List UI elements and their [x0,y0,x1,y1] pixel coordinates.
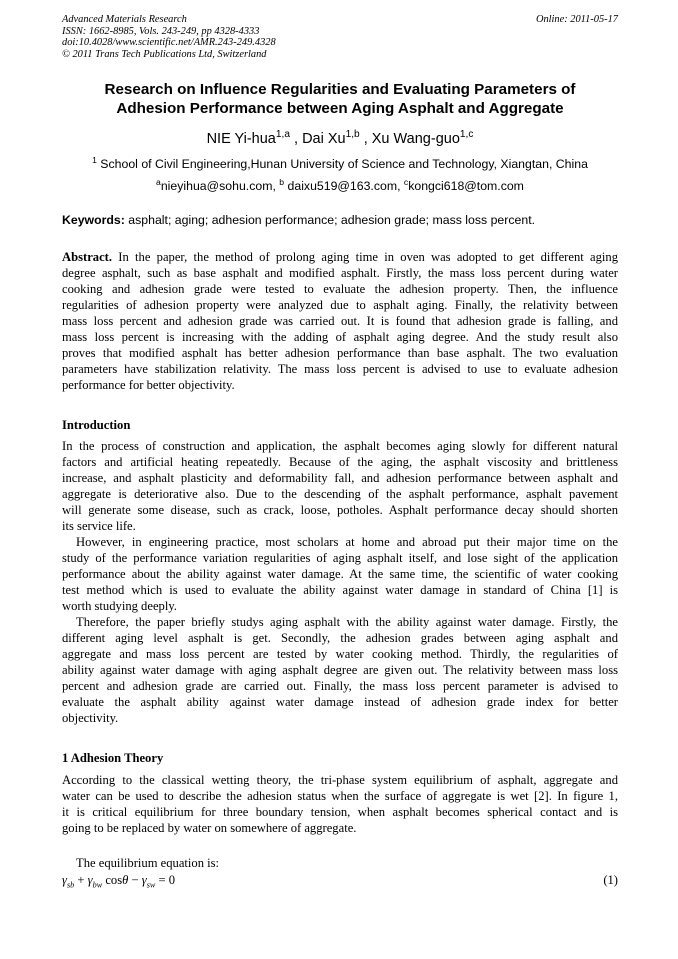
email-c-marker: c [403,176,409,187]
intro-line: study of the performance variation regularities of aging asphalt itself, and lose sight of the application [62,551,618,565]
equation-1 [62,872,618,890]
paper-title [62,80,618,118]
introduction-body [62,438,618,726]
abstract-line: cooking and adhesion grade were tested to evaluate the adhesion property. Then, the influence [62,282,618,296]
email-c: kongci618@tom.com [408,179,524,193]
equation-number: (1) [603,873,618,887]
doi-line: doi:10.4028/www.scientific.net/AMR.243-249.4328 [62,37,276,49]
intro-line: aggregate and mass loss percent are tested by water cooking method. Thirdly, the regularities of [62,647,618,661]
section-1-heading: 1 Adhesion Theory [62,751,164,765]
introduction-heading: Introduction [62,418,131,432]
section-1-line: water can be used to describe the adhesion status when the surface of aggregate is wet [2]. In figure 1, [62,789,618,803]
journal-name: Advanced Materials Research [62,14,187,25]
affiliation [62,154,618,172]
author-emails [62,176,618,194]
email-b-marker: b [279,176,285,187]
section-1-line: going to be replaced by water on somewhere of aggregate. [62,821,357,835]
intro-line: different aging level asphalt is get. Secondly, the adhesion grades between aging asphalt and [62,631,618,645]
equation-expression: $\gamma_{sb} + \gamma_{bw}$ $\cos\theta - \gamma_{sw} = 0$ [62,873,176,890]
section-1-line: it is critical equilibrium for three boundary tension, when asphalt becomes spherical contact and is [62,805,618,819]
equation-intro: The equilibrium equation is: [76,856,220,870]
author-2-affiliation: 1,b [345,129,360,141]
abstract-line: parameters have stabilization relativity. The mass loss percent is advised to use to evaluate adhesion [62,362,618,376]
intro-line: test method which is used to evaluate the ability against water damage in standard of China [1] is [62,583,618,597]
intro-line: increase, and asphalt plasticity and deformability fall, and adhesion performance between asphalt and [62,471,618,485]
email-a: nieyihua@sohu.com, [160,179,276,193]
keywords-text: asphalt; aging; adhesion performance; adhesion grade; mass loss percent. [128,213,536,227]
author-2: Dai Xu [302,131,346,147]
abstract-line: performance for better objectivity. [62,378,235,392]
section-1-line: According to the classical wetting theory, the tri-phase system equilibrium of asphalt, aggregate and [62,773,618,787]
intro-line: factors and artificial heating repeatedly. Because of the aging, the asphalt viscosity and brittleness [62,455,618,469]
intro-line: objectivity. [62,711,119,725]
intro-line: However, in engineering practice, most scholars at home and abroad put their major time on the [76,535,618,549]
section-1-body [62,772,618,836]
author-1: NIE Yi-hua [206,131,276,147]
title-line-1: Research on Influence Regularities and Evaluating Parameters of [104,81,576,98]
abstract-line: mass loss percent and adhesion grade was carried out. It is found that adhesion grade is falling, and [62,314,618,328]
intro-line: aggregate is deteriorative also. Due to the descending of the asphalt performance, asphalt pavement [62,487,618,501]
email-a-marker: a [156,176,161,187]
abstract-line: mass loss percent is increasing with the adding of asphalt aging degree. And the study result also [62,330,618,344]
intro-line: ability against water damage with aging asphalt degree are given out. The relativity between mass loss [62,663,618,677]
intro-line: will generate some disease, such as crack, loose, potholes. Asphalt performance decay should shorten [62,503,618,517]
title-line-2: Adhesion Performance between Aging Asphalt and Aggregate [116,100,564,117]
intro-line: In the process of construction and application, the asphalt becomes aging slowly for different natural [62,439,618,453]
intro-line: percent and adhesion grade are carried out. Finally, the mass loss percent parameter is advised to [62,679,618,693]
abstract-line: degree asphalt, such as base asphalt and modified asphalt. Firstly, the mass loss percent during water [62,266,618,280]
abstract [62,249,618,393]
email-b: daixu519@163.com, [287,179,401,193]
intro-line: its service life. [62,519,136,533]
intro-line: evaluate the asphalt ability against water damage instead of adhesion grade index for better [62,695,618,709]
author-separator: , [289,131,303,147]
intro-line: worth studying deeply. [62,599,177,613]
copyright-line: © 2011 Trans Tech Publications Ltd, Switzerland [62,48,267,60]
affiliation-text: School of Civil Engineering,Hunan University of Science and Technology, Xiangtan, China [100,157,588,171]
abstract-label: Abstract. [62,250,113,264]
affiliation-marker: 1 [92,154,97,165]
abstract-line: regularities of adhesion property were analyzed due to asphalt aging. Finally, the relativity between [62,298,618,312]
author-list [62,130,618,148]
author-separator: , [359,131,372,147]
keywords-label: Keywords: [62,213,125,227]
abstract-line: proves that modified asphalt has better adhesion performance than base asphalt. The two evaluation [62,346,618,360]
issn-line: ISSN: 1662-8985, Vols. 243-249, pp 4328-4333 [62,25,260,37]
author-3: Xu Wang-guo [371,131,460,147]
keywords [62,213,618,228]
intro-line: Therefore, the paper briefly studys aging asphalt with the ability against water damage. Firstly, the [76,615,618,629]
intro-line: performance about the ability against water damage. At the same time, the scientific of water cooking [62,567,618,581]
online-date: Online: 2011-05-17 [535,14,618,25]
journal-header [62,14,618,60]
author-3-affiliation: 1,c [459,129,474,141]
abstract-line: Abstract. In the paper, the method of prolong aging time in oven was adopted to get different aging [62,250,618,264]
author-1-affiliation: 1,a [275,129,290,141]
